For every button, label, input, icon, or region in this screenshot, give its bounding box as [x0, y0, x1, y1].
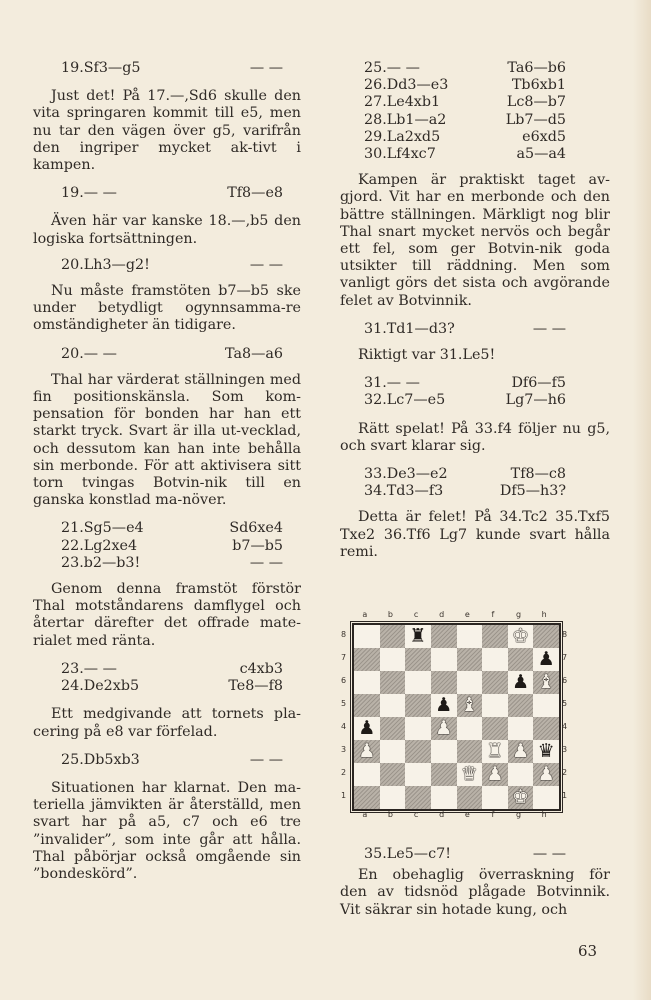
move-line	[340, 321, 610, 338]
square-b2	[380, 763, 406, 786]
move-line	[340, 375, 610, 392]
square-a5	[354, 694, 380, 717]
move-line	[33, 678, 301, 695]
square-d5	[431, 694, 457, 717]
square-c5	[405, 694, 431, 717]
square-b7	[380, 648, 406, 671]
square-d2	[431, 763, 457, 786]
file-label: d	[439, 610, 445, 619]
file-label: b	[387, 810, 393, 819]
white-pawn-icon: ♟	[512, 740, 530, 762]
commentary: Även här var kanske 18.—,b5 den logiska fortsättningen.	[33, 213, 301, 247]
file-labels-bottom	[352, 810, 557, 819]
rank-label: 7	[341, 653, 347, 662]
white-move: 31.— —	[364, 375, 420, 392]
square-d4	[431, 717, 457, 740]
move-line	[33, 520, 301, 537]
square-c6	[405, 671, 431, 694]
right-column	[340, 60, 610, 561]
black-move: Tf8—e8	[227, 185, 283, 202]
black-move: Sd6xe4	[229, 520, 283, 537]
square-d6	[431, 671, 457, 694]
white-move: 35.Le5—c7!	[364, 846, 451, 862]
white-pawn-icon: ♟	[537, 763, 555, 785]
square-h8	[533, 625, 559, 648]
left-column	[33, 60, 301, 883]
rank-label: 1	[341, 791, 347, 800]
file-label: c	[413, 610, 419, 619]
square-f3	[482, 740, 508, 763]
square-a6	[354, 671, 380, 694]
move-line	[33, 257, 301, 274]
black-move: Tf8—c8	[510, 466, 566, 483]
white-move: 28.Lb1—a2	[364, 111, 447, 128]
black-move: — —	[532, 846, 566, 862]
white-move: 33.De3—e2	[364, 466, 448, 483]
white-move: 23.b2—b3!	[61, 554, 141, 571]
square-a7	[354, 648, 380, 671]
white-move: 27.Le4xb1	[364, 94, 441, 111]
file-label: c	[413, 810, 419, 819]
black-move: Tb6xb1	[511, 77, 566, 94]
commentary: Thal har värderat ställningen med fin positionskänsla. Som kom-pensation för bonden har han ett starkt tryck. Svart är illa ut-vecklad, och dessutom kan han inte behålla sin merbonde. För att aktivisera sitt torn tvingas Botvin-nik till en ganska konstlad ma-növer.	[33, 371, 301, 509]
rank-label: 3	[341, 745, 347, 754]
square-a2	[354, 763, 380, 786]
square-c1	[405, 786, 431, 809]
square-f5	[482, 694, 508, 717]
square-e1	[457, 786, 483, 809]
white-move: 20.— —	[61, 345, 117, 362]
move-line	[340, 392, 610, 409]
square-c8	[405, 625, 431, 648]
black-pawn-icon: ♟	[358, 717, 376, 739]
square-h7	[533, 648, 559, 671]
square-a1	[354, 786, 380, 809]
black-move: Ta8—a6	[225, 345, 283, 362]
move-line	[33, 752, 301, 769]
white-move: 31.Td1—d3?	[364, 320, 455, 337]
square-b4	[380, 717, 406, 740]
commentary: En obehaglig överraskning för den av tidsnöd plågade Botvinnik. Vit säkrar sin hotade kung, och	[340, 867, 610, 918]
black-queen-icon: ♛	[537, 740, 555, 762]
square-g3	[508, 740, 534, 763]
move-line	[33, 555, 301, 572]
square-f7	[482, 648, 508, 671]
rank-label: 1	[562, 791, 568, 800]
commentary: Kampen är praktiskt taget av-gjord. Vit har en merbonde och den bättre ställningen. Märkligt nog blir Thal snart mycket nervös och begår ett fel, som ger Botvin-nik goda utsikter till räddning. Men som vanligt görs det sista och avgörande felet av Botvinnik.	[340, 172, 610, 309]
white-bishop-icon: ♝	[537, 671, 555, 693]
file-label: b	[387, 610, 393, 619]
white-move: 29.La2xd5	[364, 128, 441, 145]
move-line	[33, 661, 301, 678]
commentary: Rätt spelat! På 33.f4 följer nu g5, och svart klarar sig.	[340, 420, 610, 454]
square-b6	[380, 671, 406, 694]
white-move: 20.Lh3—g2!	[61, 256, 150, 273]
rank-label: 3	[562, 745, 568, 754]
file-label: e	[464, 610, 470, 619]
square-e5	[457, 694, 483, 717]
file-labels-top	[352, 610, 557, 619]
square-e4	[457, 717, 483, 740]
black-move: Ta6—b6	[507, 60, 566, 76]
rank-label: 2	[341, 768, 347, 777]
black-move: b7—b5	[232, 537, 283, 554]
right-column-continued	[340, 846, 610, 919]
move-line	[33, 60, 301, 77]
square-g4	[508, 717, 534, 740]
rank-label: 4	[341, 722, 347, 731]
square-a8	[354, 625, 380, 648]
commentary: Ett medgivande att tornets pla-cering på e8 var förfelad.	[33, 706, 301, 740]
black-move: a5—a4	[516, 146, 566, 163]
white-pawn-icon: ♟	[358, 740, 376, 762]
square-h1	[533, 786, 559, 809]
black-move: Lg7—h6	[505, 392, 566, 409]
white-pawn-icon: ♟	[486, 763, 504, 785]
square-b5	[380, 694, 406, 717]
move-line	[33, 346, 301, 363]
file-label: e	[464, 810, 470, 819]
rank-label: 4	[562, 722, 568, 731]
square-d8	[431, 625, 457, 648]
file-label: a	[362, 810, 368, 819]
file-label: g	[516, 810, 522, 819]
move-line	[340, 77, 610, 94]
square-b1	[380, 786, 406, 809]
white-move: 19.Sf3—g5	[61, 60, 141, 76]
black-pawn-icon: ♟	[537, 648, 555, 670]
square-f2	[482, 763, 508, 786]
white-king-icon: ♚	[512, 625, 530, 647]
white-move: 26.Dd3—e3	[364, 77, 449, 94]
chess-diagram	[335, 606, 573, 824]
square-g7	[508, 648, 534, 671]
white-move: 21.Sg5—e4	[61, 520, 144, 537]
file-label: h	[541, 610, 547, 619]
square-h2	[533, 763, 559, 786]
white-move: 19.— —	[61, 185, 117, 202]
square-h4	[533, 717, 559, 740]
square-c4	[405, 717, 431, 740]
black-move: Lc8—b7	[506, 94, 566, 111]
move-line	[340, 483, 610, 500]
commentary: Nu måste framstöten b7—b5 ske under betydligt ogynnsamma-re omständigheter än tidigare.	[33, 283, 301, 334]
rank-label: 8	[562, 630, 568, 639]
square-g8	[508, 625, 534, 648]
square-h3	[533, 740, 559, 763]
move-line	[340, 846, 610, 863]
white-move: 30.Lf4xc7	[364, 146, 436, 163]
square-b3	[380, 740, 406, 763]
commentary: Detta är felet! På 34.Tc2 35.Txf5 Txe2 36.Tf6 Lg7 kunde svart hålla remi.	[340, 509, 610, 560]
black-move: Df5—h3?	[499, 483, 566, 500]
move-line	[340, 129, 610, 146]
move-line	[340, 94, 610, 111]
chessboard	[352, 623, 561, 811]
square-g5	[508, 694, 534, 717]
square-h5	[533, 694, 559, 717]
square-b8	[380, 625, 406, 648]
white-bishop-icon: ♝	[460, 694, 478, 716]
square-e2	[457, 763, 483, 786]
move-line	[340, 146, 610, 163]
square-e6	[457, 671, 483, 694]
black-move: Df6—f5	[511, 375, 566, 392]
square-c3	[405, 740, 431, 763]
black-move: — —	[249, 60, 283, 76]
black-move: — —	[249, 256, 283, 273]
black-move: — —	[249, 554, 283, 571]
page-edge-shadow	[633, 0, 651, 1000]
white-king-icon: ♚	[512, 786, 530, 808]
black-pawn-icon: ♟	[435, 694, 453, 716]
rank-label: 5	[562, 699, 568, 708]
square-g6	[508, 671, 534, 694]
black-move: c4xb3	[239, 660, 283, 677]
white-move: 32.Lc7—e5	[364, 392, 446, 409]
move-line	[340, 60, 610, 77]
commentary: Genom denna framstöt förstör Thal motståndarens damflygel och återtar därefter det offrade mate-rialet med ränta.	[33, 581, 301, 649]
move-line	[340, 466, 610, 483]
move-line	[33, 538, 301, 555]
black-move: Te8—f8	[228, 678, 283, 695]
square-g1	[508, 786, 534, 809]
square-f6	[482, 671, 508, 694]
commentary: Situationen har klarnat. Den ma-teriella jämvikten är återställd, men svart har på a5, c7 och e6 tre ”invalider”, som inte går att hålla. Thal påbörjar också omgående sin ”bondeskörd”.	[33, 779, 301, 882]
file-label: d	[439, 810, 445, 819]
black-move: e6xd5	[522, 128, 566, 145]
square-e8	[457, 625, 483, 648]
square-f4	[482, 717, 508, 740]
black-pawn-icon: ♟	[512, 671, 530, 693]
square-e7	[457, 648, 483, 671]
file-label: f	[491, 810, 495, 819]
rank-label: 8	[341, 630, 347, 639]
square-f1	[482, 786, 508, 809]
rank-label: 6	[341, 676, 347, 685]
file-label: f	[491, 610, 495, 619]
square-e3	[457, 740, 483, 763]
black-move: — —	[532, 320, 566, 337]
square-d7	[431, 648, 457, 671]
square-f8	[482, 625, 508, 648]
square-c2	[405, 763, 431, 786]
file-label: a	[362, 610, 368, 619]
square-g2	[508, 763, 534, 786]
white-move: 25.Db5xb3	[61, 751, 140, 768]
white-move: 22.Lg2xe4	[61, 537, 138, 554]
move-line	[33, 185, 301, 202]
move-line	[340, 112, 610, 129]
rank-labels-left	[341, 623, 346, 807]
white-move: 24.De2xb5	[61, 678, 140, 695]
black-rook-icon: ♜	[409, 625, 427, 647]
white-move: 34.Td3—f3	[364, 483, 444, 500]
file-label: h	[541, 810, 547, 819]
square-a4	[354, 717, 380, 740]
square-a3	[354, 740, 380, 763]
white-move: 25.— —	[364, 60, 420, 76]
square-h6	[533, 671, 559, 694]
commentary: Riktigt var 31.Le5!	[358, 347, 496, 364]
white-move: 23.— —	[61, 660, 117, 677]
page-number: 63	[578, 942, 598, 960]
white-queen-icon: ♛	[460, 763, 478, 785]
rank-label: 7	[562, 653, 568, 662]
square-c7	[405, 648, 431, 671]
square-d1	[431, 786, 457, 809]
rank-label: 6	[562, 676, 568, 685]
rank-label: 5	[341, 699, 347, 708]
rank-label: 2	[562, 768, 568, 777]
black-move: — —	[249, 751, 283, 768]
commentary: Just det! På 17.—,Sd6 skulle den vita springaren kommit till e5, men nu tar den vägen över g5, varifrån den ingriper mycket ak-tivt i kampen.	[33, 88, 301, 174]
black-move: Lb7—d5	[505, 111, 566, 128]
file-label: g	[516, 610, 522, 619]
square-d3	[431, 740, 457, 763]
white-rook-icon: ♜	[486, 740, 504, 762]
white-pawn-icon: ♟	[435, 717, 453, 739]
rank-labels-right	[562, 623, 567, 807]
